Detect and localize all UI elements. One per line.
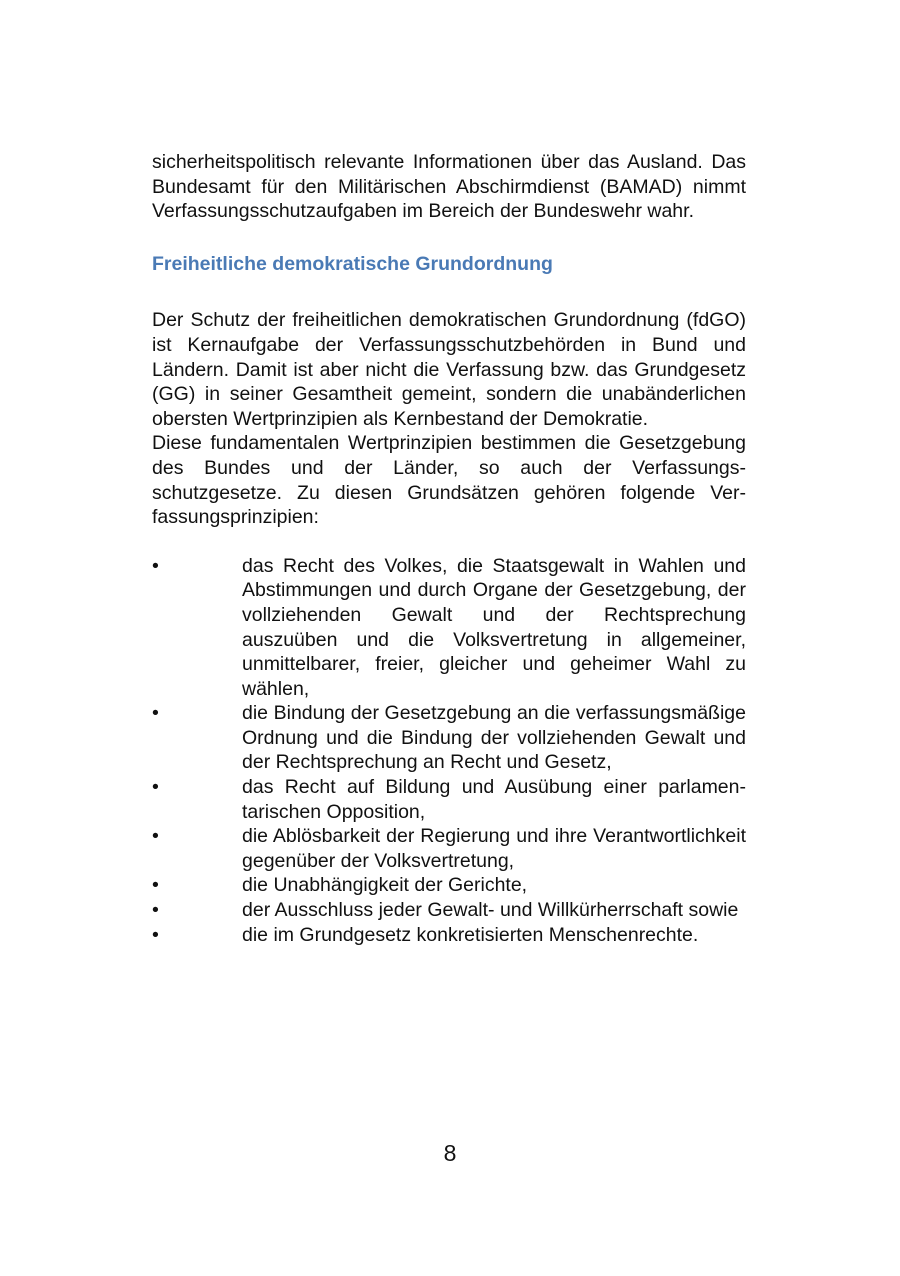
list-item <box>152 701 746 775</box>
bullet-icon: • <box>152 923 159 946</box>
spacer <box>152 224 746 252</box>
section-heading: Freiheitliche demokratische Grundordnung <box>152 252 553 275</box>
list-item-text: der Ausschluss jeder Gewalt- und Willkürherrschaft sowie <box>242 899 739 922</box>
bullet-icon: • <box>152 825 159 848</box>
spacer <box>152 276 746 308</box>
list-item <box>152 898 746 923</box>
section-paragraph-1: Der Schutz der freiheitlichen demokratischen Grundordnung (fdGO) ist Kernaufgabe der Verfassungsschutzbehörden in Bund und Ländern. Damit ist aber nicht die Verfassung bzw. das Grundgesetz (GG) in seiner Gesamtheit gemeint, sondern die unabänderlichen obersten Wertprinzipien als Kernbestand der Demokratie. <box>152 309 746 430</box>
bullet-icon: • <box>152 899 159 922</box>
spacer <box>152 530 746 554</box>
list-item <box>152 824 746 873</box>
bullet-icon: • <box>152 702 159 725</box>
bullet-icon: • <box>152 554 159 577</box>
principles-list <box>152 554 746 948</box>
section-paragraph-2: Diese fundamentalen Wertprinzipien bestimmen die Gesetzgebung des Bundes und der Länder, so auch der Verfassungsschutzgesetze. Zu diesen Grundsätzen gehören folgende Verfassungsprinzipien: <box>152 432 746 529</box>
bullet-icon: • <box>152 874 159 897</box>
list-item <box>152 873 746 898</box>
list-item-text: die im Grundgesetz konkretisierten Menschenrechte. <box>242 923 699 946</box>
list-item-text: das Recht des Volkes, die Staatsgewalt in Wahlen und Abstimmungen und durch Organe der Gesetzgebung, der vollziehenden Gewalt und der Rechtsprechung auszuüben und die Volksvertretung in allgemeiner, unmittelbarer, freier, gleicher und geheimer Wahl zu wählen, <box>242 554 746 700</box>
bullet-icon: • <box>152 776 159 799</box>
document-page <box>152 150 746 947</box>
intro-paragraph: sicherheitspolitisch relevante Informationen über das Ausland. Das Bundesamt für den Militärischen Abschirmdienst (BAMAD) nimmt Verfassungsschutzaufgaben im Bereich der Bundeswehr wahr. <box>152 151 746 223</box>
list-item-text: die Unabhängigkeit der Gerichte, <box>242 874 528 897</box>
list-item-text: das Recht auf Bildung und Ausübung einer parlamentarischen Opposition, <box>242 776 746 823</box>
list-item-text: die Bindung der Gesetzgebung an die verfassungsmäßige Ordnung und die Bindung der vollziehenden Gewalt und der Rechtsprechung an Recht und Gesetz, <box>242 702 746 774</box>
list-item <box>152 554 746 702</box>
list-item-text: die Ablösbarkeit der Regierung und ihre Verantwortlichkeit gegenüber der Volksvertretung, <box>242 825 746 872</box>
list-item <box>152 775 746 824</box>
list-item <box>152 923 746 948</box>
page-number: 8 <box>443 1140 457 1166</box>
